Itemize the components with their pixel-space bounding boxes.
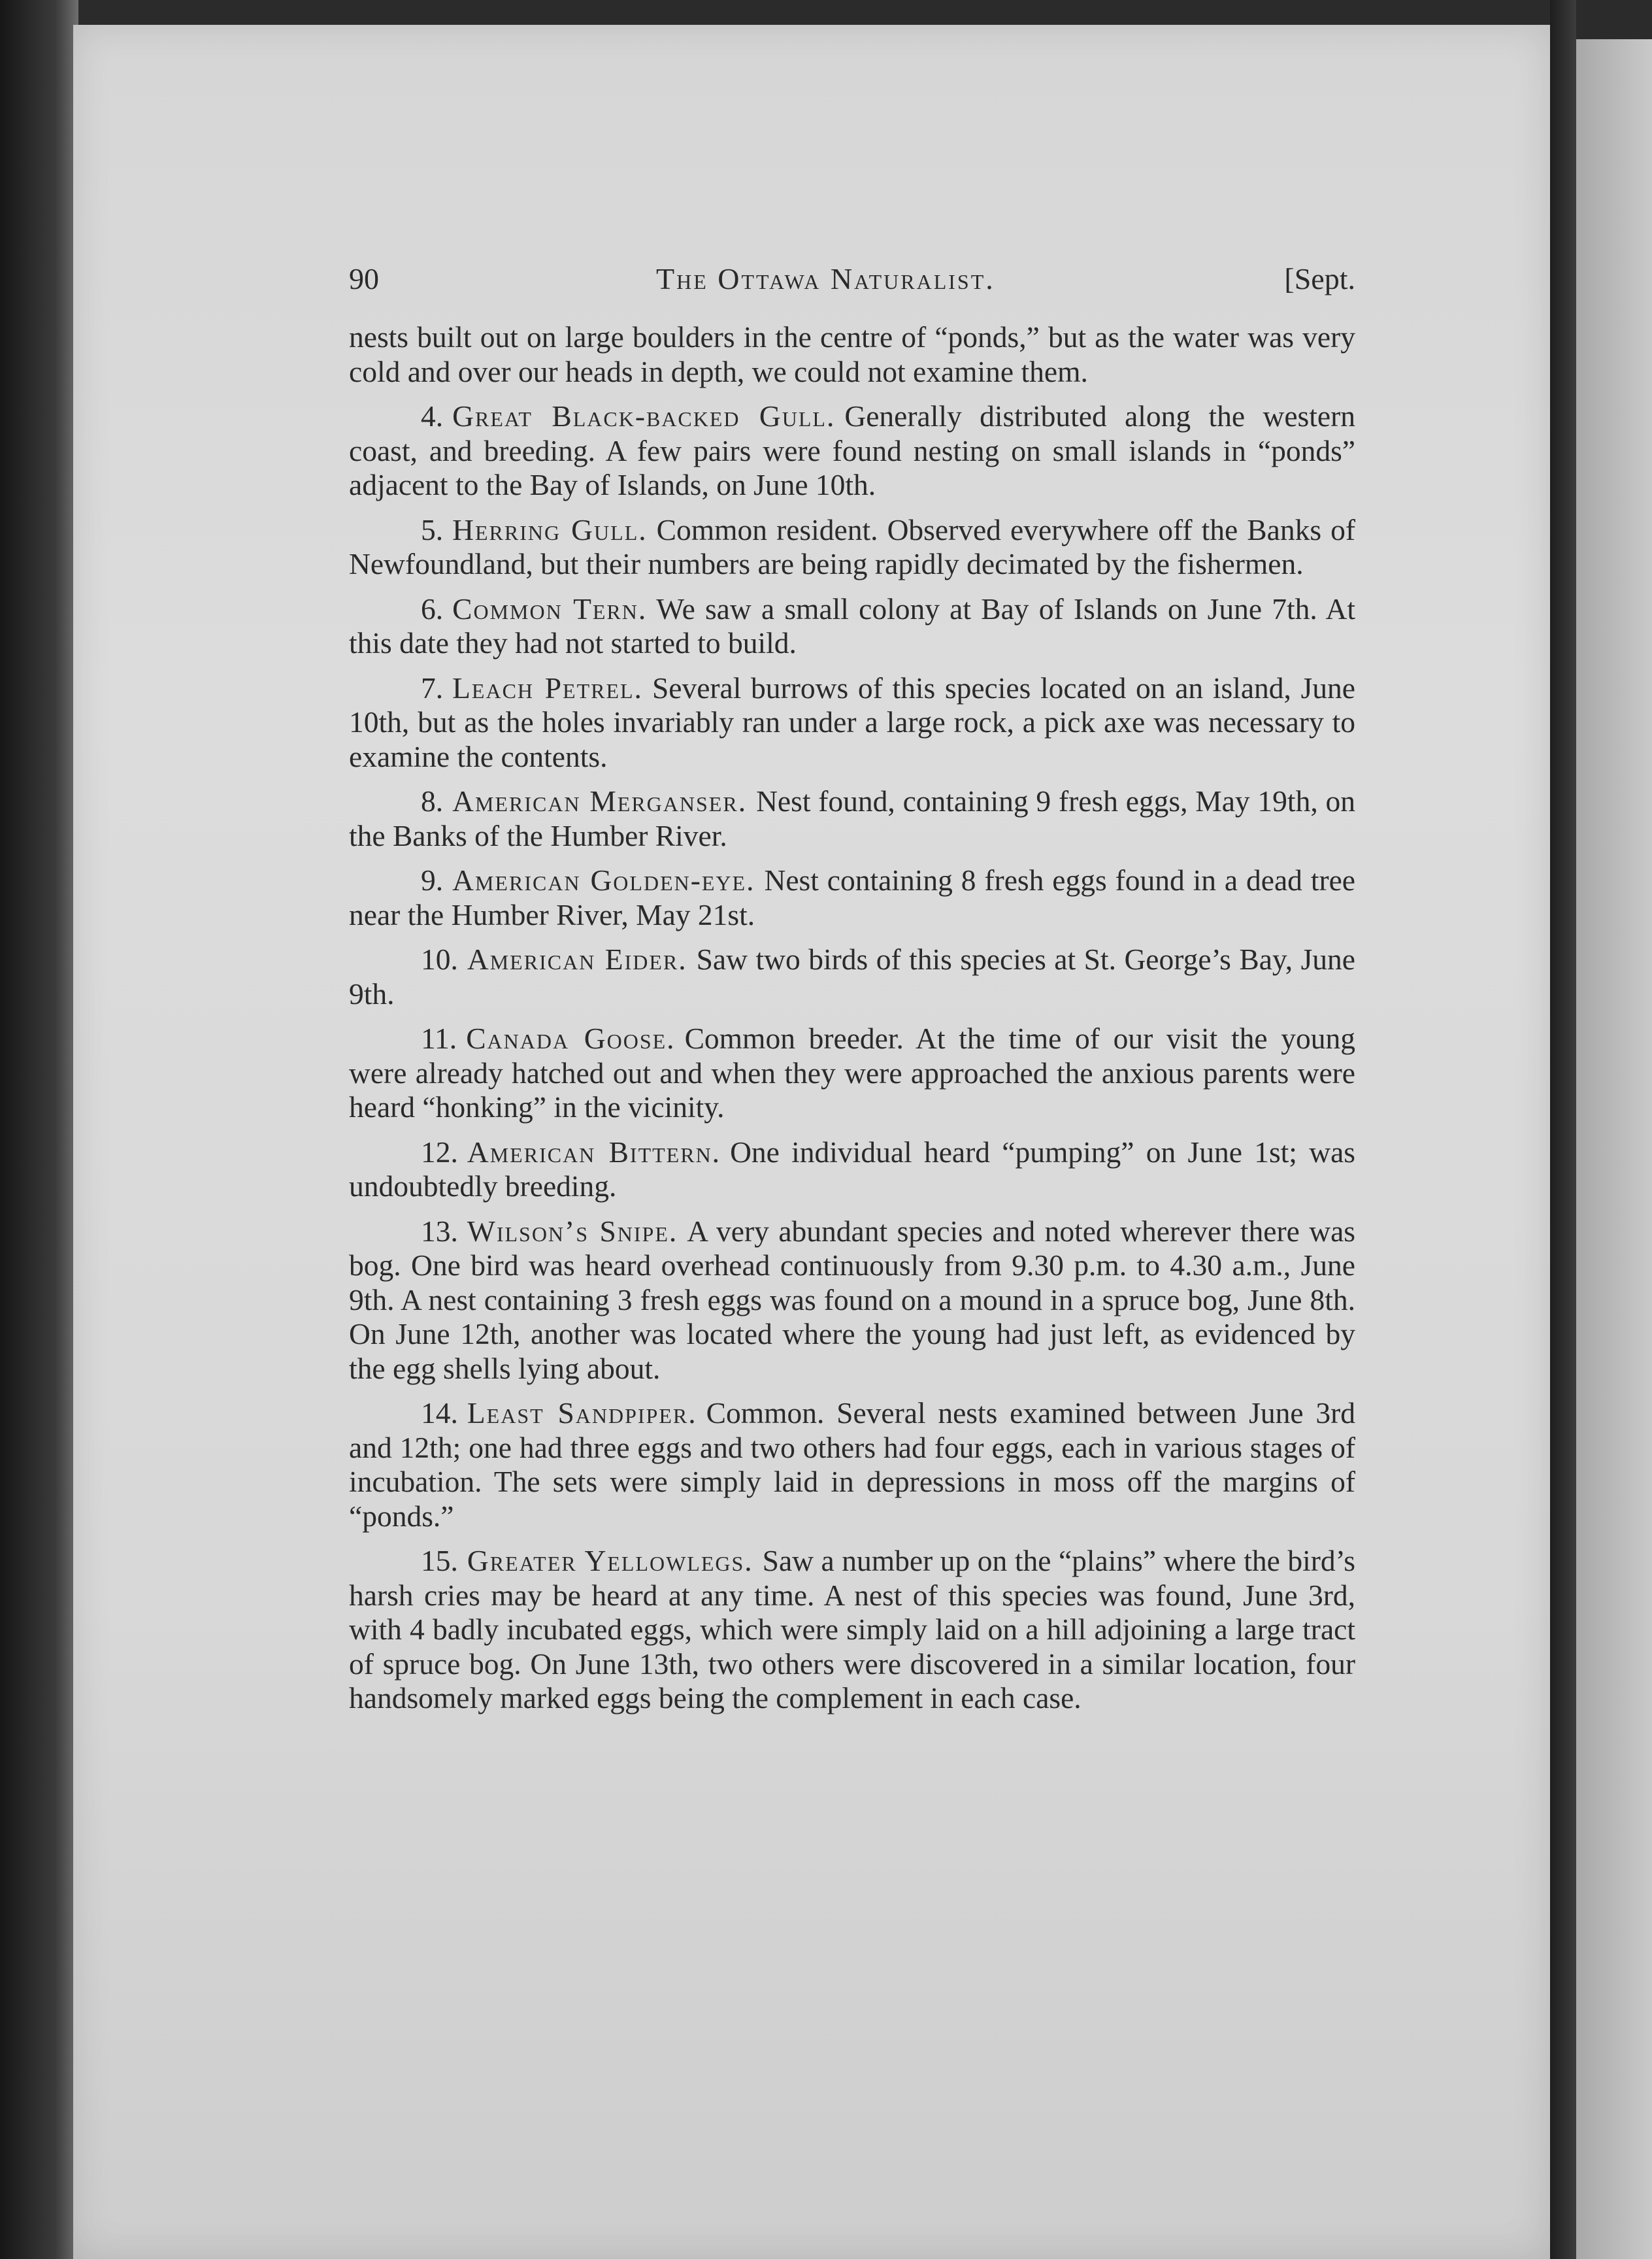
species-entry bbox=[349, 943, 1355, 1011]
entry-number: 9. bbox=[421, 863, 444, 897]
entry-number: 6. bbox=[421, 592, 444, 626]
entry-text: Generally distributed along the western coast, and breeding. A few pairs were found nesting on small islands in “ponds” adjacent to the Bay of Islands, on June 10th. bbox=[349, 399, 1356, 501]
species-entry bbox=[349, 671, 1355, 775]
entry-text: Saw a number up on the “plains” where the bird’s harsh cries may be heard at any time. A nest of this species was found, June 3rd, with 4 badly incubated eggs, which were simply laid on a hill adjoining a large tract of spruce bog. On June 13th, two others were discovered in a similar location, four handsomely marked eggs being the complement in each case. bbox=[349, 1544, 1355, 1715]
entry-text: We saw a small colony at Bay of Islands on June 7th. At this date they had not started to build. bbox=[349, 592, 1355, 660]
species-name: Common Tern. bbox=[452, 592, 648, 626]
entry-number: 4. bbox=[421, 399, 444, 433]
species-name: Herring Gull. bbox=[452, 512, 648, 546]
entry-text: Saw two birds of this species at St. George’s Bay, June 9th. bbox=[349, 943, 1355, 1011]
species-name: Leach Petrel. bbox=[452, 671, 643, 705]
entry-number: 13. bbox=[421, 1214, 458, 1248]
entry-text: Nest found, containing 9 fresh eggs, May 19th, on the Banks of the Humber River. bbox=[349, 784, 1355, 852]
running-head bbox=[349, 261, 1355, 320]
species-name: American Eider. bbox=[467, 943, 687, 976]
book-gutter bbox=[1550, 0, 1576, 2259]
journal-title: The Ottawa Naturalist. bbox=[656, 262, 995, 295]
species-name: Least Sandpiper. bbox=[467, 1396, 697, 1430]
species-name: American Bittern. bbox=[467, 1135, 721, 1169]
entry-text: A very abundant species and noted wherever there was bog. One bird was heard overhead continuously from 9.30 p.m. to 4.30 a.m., June 9th. A nest containing 3 fresh eggs was found on a mound in a spruce bog, June 8th. On June 12th, another was located where the young had just left, as evidenced by the egg shells lying about. bbox=[349, 1214, 1356, 1385]
entry-text: Common resident. Observed everywhere off the Banks of Newfoundland, but their numbers are being rapidly decimated by the fishermen. bbox=[349, 512, 1356, 580]
species-entry bbox=[349, 399, 1355, 503]
entry-number: 10. bbox=[421, 943, 458, 976]
entry-text: Common breeder. At the time of our visit the young were already hatched out and when they were approached the anxious parents were heard “honking” in the vicinity. bbox=[349, 1022, 1355, 1124]
species-entry bbox=[349, 513, 1355, 582]
issue-month: [Sept. bbox=[1284, 262, 1355, 295]
entry-text: Several burrows of this species located on an island, June 10th, but as the holes invariably ran under a large rock, a pick axe was necessary to examine the contents. bbox=[349, 671, 1355, 773]
species-entry bbox=[349, 1022, 1355, 1125]
species-entry bbox=[349, 1135, 1355, 1204]
species-entry bbox=[349, 863, 1355, 932]
species-name: Canada Goose. bbox=[466, 1022, 676, 1055]
entry-text: Common. Several nests examined between June 3rd and 12th; one had three eggs and two others had four eggs, each in various stages of incubation. The sets were simply laid in depressions in moss off the margins of “ponds.” bbox=[349, 1396, 1355, 1533]
page-number: 90 bbox=[349, 262, 379, 295]
species-entry bbox=[349, 1544, 1355, 1716]
entry-number: 11. bbox=[421, 1022, 457, 1055]
entry-number: 7. bbox=[421, 671, 444, 705]
entry-text: Nest containing 8 fresh eggs found in a dead tree near the Humber River, May 21st. bbox=[349, 863, 1355, 931]
entry-number: 12. bbox=[421, 1135, 458, 1169]
species-entry bbox=[349, 1396, 1355, 1533]
entry-number: 8. bbox=[421, 784, 444, 818]
entry-text: One individual heard “pumping” on June 1st; was undoubtedly breeding. bbox=[349, 1135, 1355, 1203]
entry-number: 5. bbox=[421, 512, 444, 546]
page-content bbox=[349, 261, 1355, 1726]
entry-number: 15. bbox=[421, 1544, 458, 1577]
species-name: Greater Yellowlegs. bbox=[467, 1544, 753, 1577]
entry-number: 14. bbox=[421, 1396, 458, 1430]
species-entry bbox=[349, 784, 1355, 853]
species-name: Great Black-backed Gull. bbox=[452, 399, 836, 433]
species-name: American Golden-eye. bbox=[452, 863, 755, 897]
species-name: Wilson’s Snipe. bbox=[467, 1214, 678, 1248]
opening-paragraph: nests built out on large boulders in the centre of “ponds,” but as the water was very cold and over our heads in depth, we could not examine them. bbox=[349, 320, 1355, 388]
species-entry bbox=[349, 1214, 1355, 1386]
species-entry bbox=[349, 592, 1355, 661]
facing-page-edge bbox=[1576, 39, 1652, 2259]
species-name: American Merganser. bbox=[452, 784, 748, 818]
scan-border-left bbox=[0, 0, 78, 2259]
